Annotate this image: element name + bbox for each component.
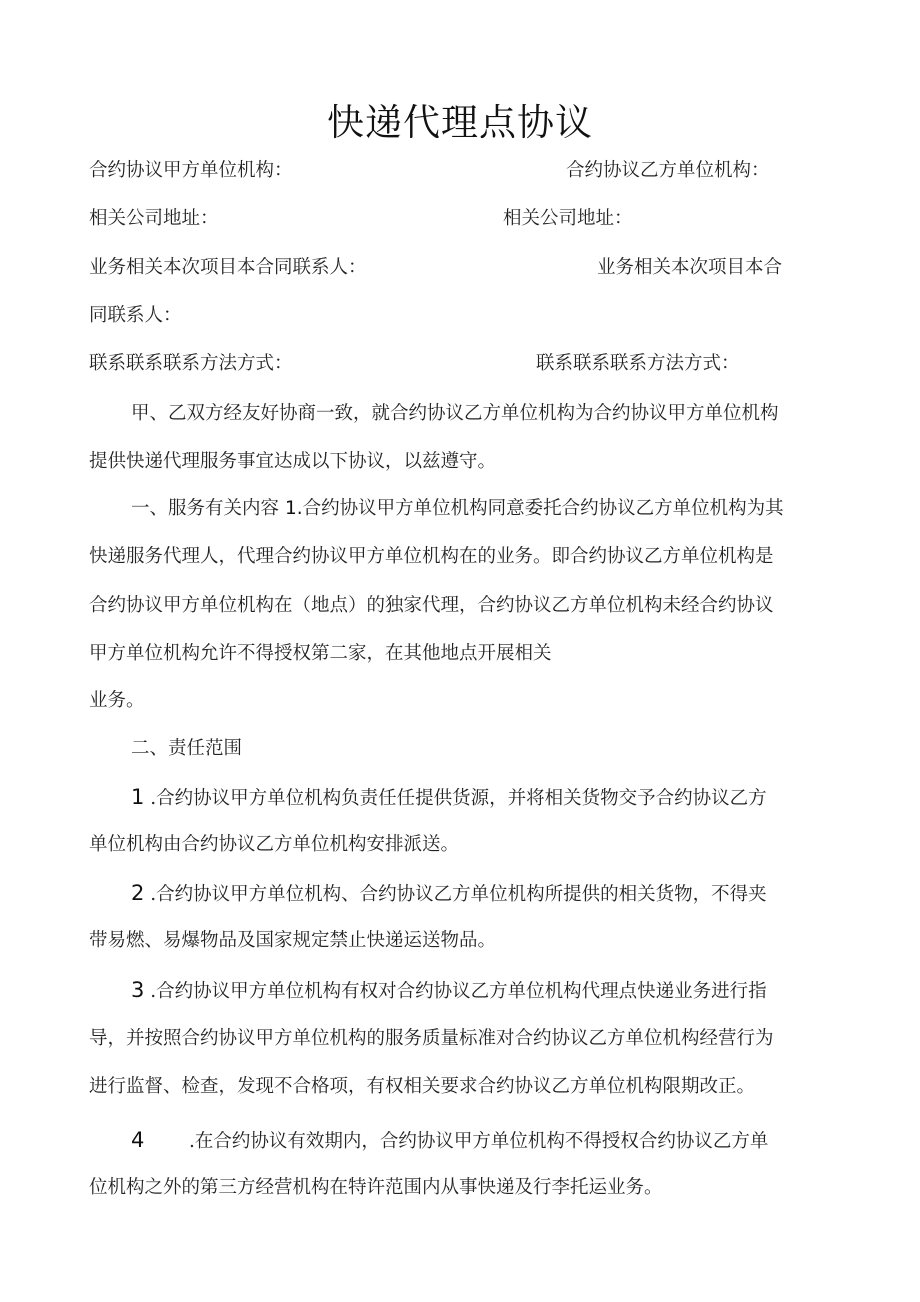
clause-2-line (131, 882, 767, 906)
party-b-address-label: 相关公司地址： (503, 208, 633, 229)
preamble-line: 提供快递代理服务事宜达成以下协议，以兹遵守。 (89, 451, 497, 472)
party-b-contact-label-cont: 同联系人： (89, 305, 182, 326)
clause-number: 1 (131, 785, 145, 809)
clause-1-line (131, 786, 767, 810)
preamble-line: 甲、乙双方经友好协商一致，就合约协议乙方单位机构为合约协议甲方单位机构 (131, 403, 779, 424)
section1-first-line (131, 498, 784, 520)
clause-number: 2 (131, 881, 145, 905)
party-a-address-label: 相关公司地址： (89, 208, 219, 229)
clause-text: .合约协议甲方单位机构负责任任提供货源，并将相关货物交予合约协议乙方 (144, 788, 767, 809)
party-b-org-label: 合约协议乙方单位机构： (566, 160, 770, 181)
section1-line: 甲方单位机构允许不得授权第二家，在其他地点开展相关 (89, 643, 552, 664)
section1-line: 合约协议甲方单位机构在（地点）的独家代理，合约协议乙方单位机构未经合约协议 (89, 595, 774, 616)
clause-4-line (131, 1129, 768, 1153)
clause-text: .合约协议甲方单位机构有权对合约协议乙方单位机构代理点快递业务进行指 (144, 981, 767, 1002)
clause-3-line: 进行监督、检查，发现不合格项，有权相关要求合约协议乙方单位机构限期改正。 (89, 1076, 756, 1097)
party-b-method-label: 联系联系联系方法方式： (536, 353, 740, 374)
clause-number: 3 (131, 978, 145, 1002)
clause-1-line: 单位机构由合约协议乙方单位机构安排派送。 (89, 834, 460, 855)
section1-line-text: 合约协议甲方单位机构同意委托合约协议乙方单位机构为其 (302, 498, 784, 519)
party-a-org-label: 合约协议甲方单位机构： (89, 160, 293, 181)
section1-line: 业务。 (89, 690, 145, 711)
clause-3-line (131, 979, 767, 1003)
clause-4-line: 位机构之外的第三方经营机构在特许范围内从事快递及行李托运业务。 (89, 1177, 663, 1198)
section1-line: 快递服务代理人，代理合约协议甲方单位机构在的业务。即合约协议乙方单位机构是 (89, 546, 774, 567)
section1-heading: 一、服务有关内容 (131, 498, 280, 519)
clause-text: .合约协议甲方单位机构、合约协议乙方单位机构所提供的相关货物，不得夹 (144, 884, 767, 905)
party-b-contact-label: 业务相关本次项目本合 (597, 257, 783, 278)
clause-2-line: 带易燃、易爆物品及国家规定禁止快递运送物品。 (89, 930, 497, 951)
document-title: 快递代理点协议 (327, 101, 593, 144)
clause-number: 4 (131, 1128, 145, 1152)
section2-heading: 二、责任范围 (131, 738, 243, 759)
clause-3-line: 导，并按照合约协议甲方单位机构的服务质量标准对合约协议乙方单位机构经营行为 (89, 1028, 774, 1049)
section1-item-number: 1. (285, 498, 303, 519)
party-a-method-label: 联系联系联系方法方式： (89, 353, 293, 374)
clause-text: .在合约协议有效期内，合约协议甲方单位机构不得授权合约协议乙方单 (189, 1131, 769, 1152)
party-a-contact-label: 业务相关本次项目本合同联系人： (89, 257, 367, 278)
